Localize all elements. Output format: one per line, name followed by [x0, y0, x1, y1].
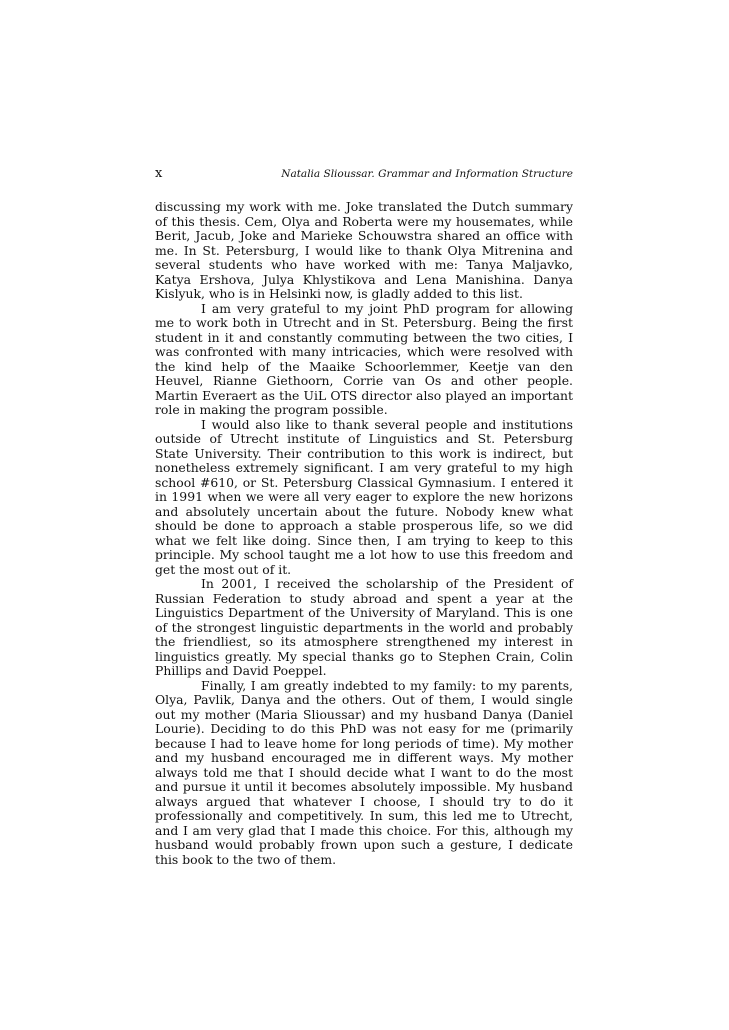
paragraph-5: Finally, I am greatly indebted to my family: to my parents, Olya, Pavlik, Danya and the others. Out of them, I would single out my mother (Maria Slioussar) and my husband Danya (Daniel Lourie). Deciding to do this PhD was not easy for me (primarily because I had to leave home for long periods of time). My mother and my husband encouraged me in different ways. My mother always told me that I should decide what I want to do the most and pursue it until it becomes absolutely impossible. My husband always argued that whatever I choose, I should try to do it professionally and competitively. In sum, this led me to Utrecht, and I am very glad that I made this choice. For this, although my husband would probably frown upon such a gesture, I dedicate this book to the two of them. — [155, 677, 573, 867]
paragraph-4: In 2001, I received the scholarship of the President of Russian Federation to study abroad and spent a year at the Linguistics Department of the University of Maryland. This is one of the strongest linguistic departments in the world and probably the friendliest, so its atmosphere strengthened my interest in linguistics greatly. My special thanks go to Stephen Crain, Colin Phillips and David Poeppel. — [155, 576, 573, 678]
running-head — [155, 166, 573, 184]
paragraph-2: I am very grateful to my joint PhD program for allowing me to work both in Utrecht and in St. Petersburg. Being the first student in it and constantly commuting between the two cities, I was confronted with many intricacies, which were resolved with the kind help of the Maaike Schoorlemmer, Keetje van den Heuvel, Rianne Giethoorn, Corrie van Os and other people. Martin Everaert as the UiL OTS director also played an important role in making the program possible. — [155, 300, 573, 417]
running-title: Natalia Slioussar. Grammar and Information Structure — [281, 168, 573, 180]
paragraph-1: discussing my work with me. Joke translated the Dutch summary of this thesis. Cem, Olya and Roberta were my housemates, while Berit, Jacub, Joke and Marieke Schouwstra shared an office with me. In St. Petersburg, I would like to thank Olya Mitrenina and several students who have worked with me: Tanya Maljavko, Katya Ershova, Julya Khlystikova and Lena Manishina. Danya Kislyuk, who is in Helsinki now, is gladly added to this list. — [155, 199, 573, 301]
page-number: x — [155, 166, 163, 181]
paragraph-3: I would also like to thank several people and institutions outside of Utrecht institute of Linguistics and St. Petersburg State University. Their contribution to this work is indirect, but nonetheless extremely significant. I am very grateful to my high school #610, or St. Petersburg Classical Gymnasium. I entered it in 1991 when we were all very eager to explore the new horizons and absolutely uncertain about the future. Nobody knew what should be done to approach a stable prosperous life, so we did what we felt like doing. Since then, I am trying to keep to this principle. My school taught me a lot how to use this freedom and get the most out of it. — [155, 416, 573, 577]
body-text — [155, 200, 573, 867]
